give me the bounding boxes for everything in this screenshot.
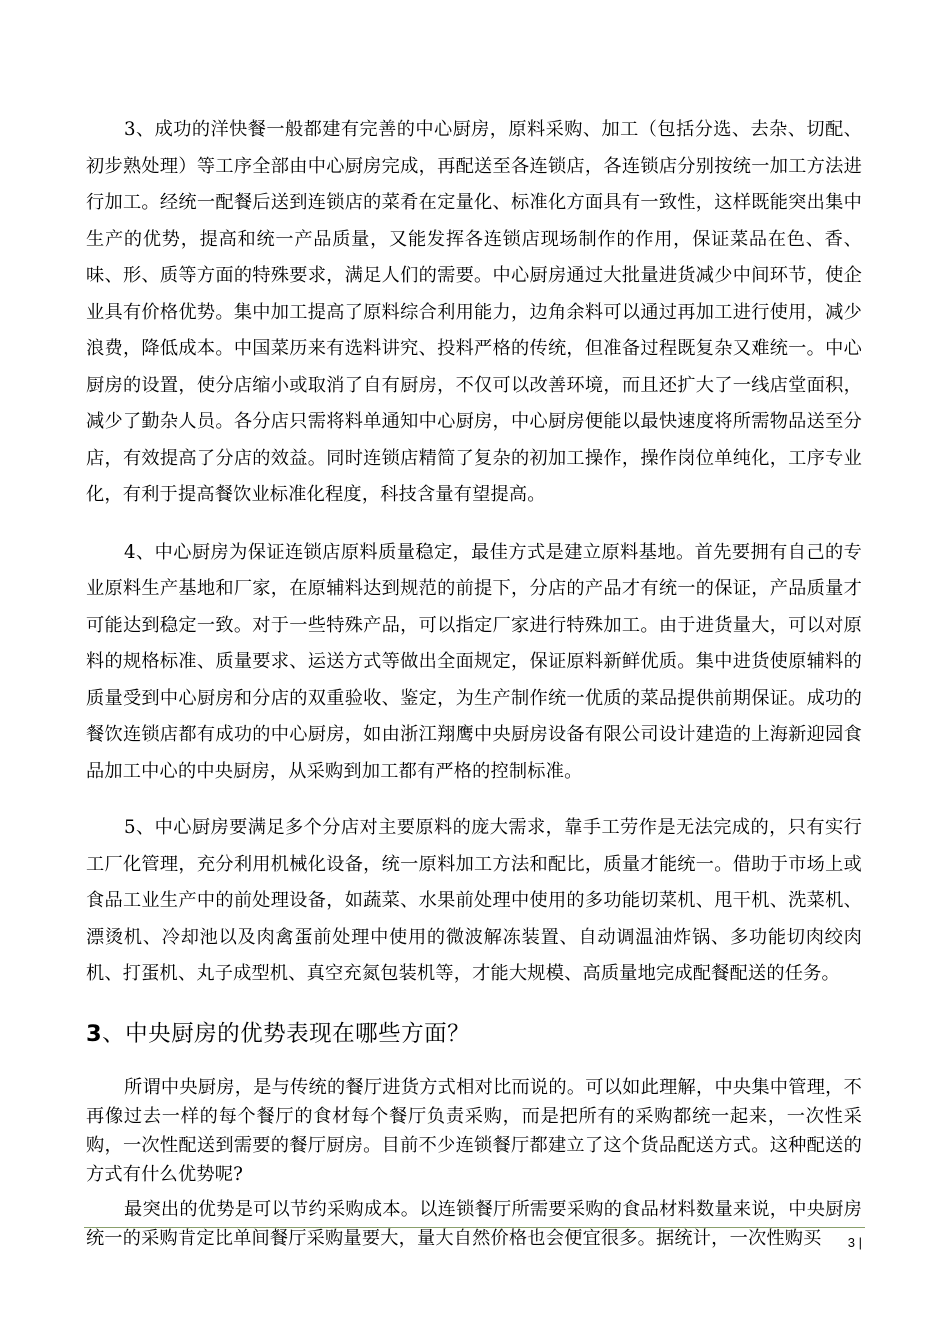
heading-number: 3 xyxy=(86,1020,103,1047)
page-number: 3 | xyxy=(847,1235,862,1250)
heading-text: 、中央厨房的优势表现在哪些方面？ xyxy=(102,1020,471,1047)
document-page xyxy=(86,112,862,1259)
paragraph-advantage: 最突出的优势是可以节约采购成本。以连锁餐厅所需要采购的食品材料数量来说，中央厨房统一的采购肯定比单间餐厅采购量要大，量大自然价格也会便宜很多。据统计，一次性购买 xyxy=(86,1198,862,1249)
footer-divider xyxy=(84,1227,865,1228)
paragraph-section-4: 4、中心厨房为保证连锁店原料质量稳定，最佳方式是建立原料基地。首先要拥有自己的专业原料生产基地和厂家，在原辅料达到规范的前提下，分店的产品才有统一的保证，产品质量才可能达到稳定一致。对于一些特殊产品，可以指定厂家进行特殊加工。由于进货量大，可以对原料的规格标准、质量要求、运送方式等做出全面规定，保证原料新鲜优质。集中进货使原辅料的质量受到中心厨房和分店的双重验收、鉴定，为生产制作统一优质的菜品提供前期保证。成功的餐饮连锁店都有成功的中心厨房，如由浙江翔鹰中央厨房设备有限公司设计建造的上海新迎园食品加工中心的中央厨房，从采购到加工都有严格的控制标准。 xyxy=(86,541,862,782)
paragraph-intro: 所谓中央厨房，是与传统的餐厅进货方式相对比而说的。可以如此理解，中央集中管理，不再像过去一样的每个餐厅的食材每个餐厅负责采购，而是把所有的采购都统一起来，一次性采购，一次性配送到需要的餐厅厨房。目前不少连锁餐厅都建立了这个货品配送方式。这种配送的方式有什么优势呢? xyxy=(86,1076,862,1185)
paragraph-section-3: 3、成功的洋快餐一般都建有完善的中心厨房，原料采购、加工（包括分选、去杂、切配、初步熟处理）等工序全部由中心厨房完成，再配送至各连锁店，各连锁店分别按统一加工方法进行加工。经统一配餐后送到连锁店的菜肴在定量化、标准化方面具有一致性，这样既能突出集中生产的优势，提高和统一产品质量，又能发挥各连锁店现场制作的作用，保证菜品在色、香、味、形、质等方面的特殊要求，满足人们的需要。中心厨房通过大批量进货减少中间环节，使企业具有价格优势。集中加工提高了原料综合利用能力，边角余料可以通过再加工进行使用，减少浪费，降低成本。中国菜历来有选料讲究、投料严格的传统，但准备过程既复杂又难统一。中心厨房的设置，使分店缩小或取消了自有厨房，不仅可以改善环境，而且还扩大了一线店堂面积，减少了勤杂人员。各分店只需将料单通知中心厨房，中心厨房便能以最快速度将所需物品送至分店，有效提高了分店的效益。同时连锁店精简了复杂的初加工操作，操作岗位单纯化，工序专业化，有利于提高餐饮业标准化程度，科技含量有望提高。 xyxy=(86,119,862,505)
paragraph-section-5: 5、中心厨房要满足多个分店对主要原料的庞大需求，靠手工劳作是无法完成的，只有实行工厂化管理，充分利用机械化设备，统一原料加工方法和配比，质量才能统一。借助于市场上或食品工业生产中的前处理设备，如蔬菜、水果前处理中使用的多功能切菜机、甩干机、洗菜机、漂烫机、冷却池以及肉禽蛋前处理中使用的微波解冻装置、自动调温油炸锅、多功能切肉绞肉机、打蛋机、丸子成型机、真空充氮包装机等，才能大规模、高质量地完成配餐配送的任务。 xyxy=(86,817,862,984)
section-heading xyxy=(86,1019,862,1049)
